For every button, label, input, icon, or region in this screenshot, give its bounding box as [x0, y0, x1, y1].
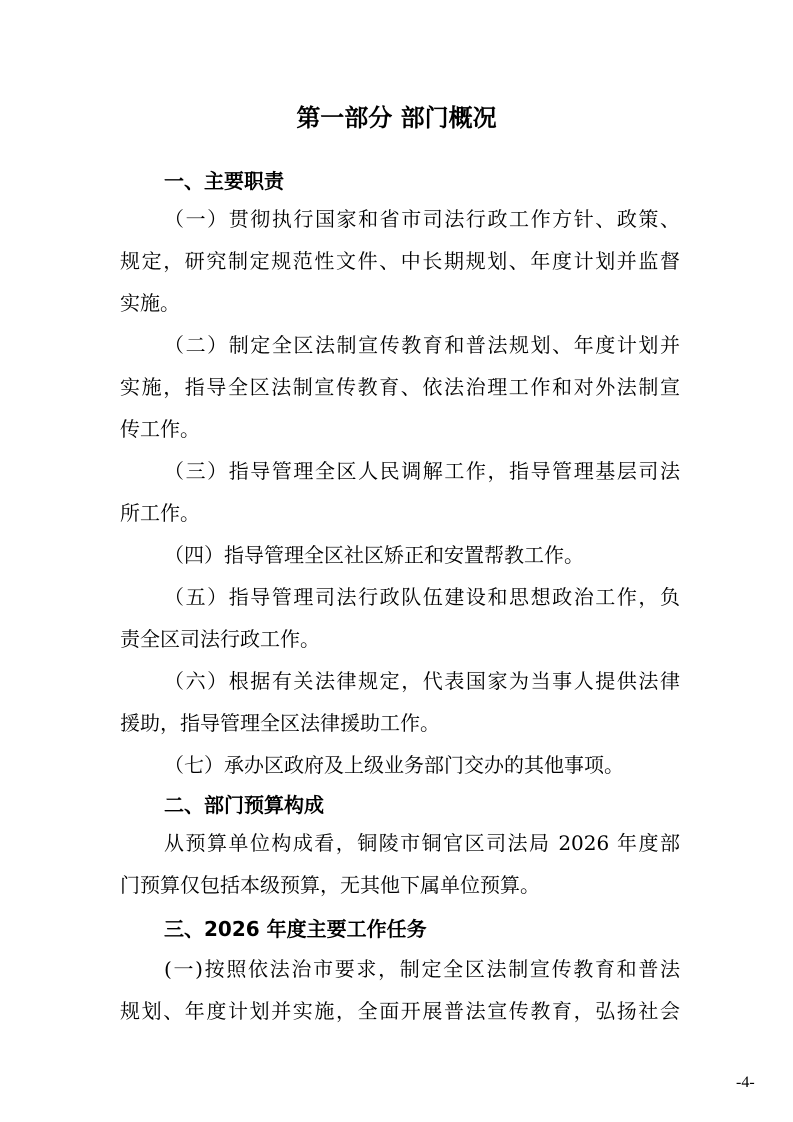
- paragraph-line: （一）贯彻执行国家和省市司法行政工作方针、政策、: [164, 207, 680, 231]
- paragraph-line: 责全区司法行政工作。: [120, 627, 320, 651]
- paragraph-line: 规划、年度计划并实施，全面开展普法宣传教育，弘扬社会: [120, 999, 680, 1023]
- paragraph-line: 实施。: [120, 291, 180, 315]
- duty-paragraph-1: [120, 198, 680, 324]
- paragraph-line: 传工作。: [120, 417, 200, 441]
- budget-composition-paragraph: [120, 822, 680, 906]
- paragraph-line: 援助，指导管理全区法律援助工作。: [120, 711, 440, 735]
- duty-paragraph-3: [120, 450, 680, 534]
- paragraph-line: 从预算单位构成看，铜陵市铜官区司法局 2026 年度部: [164, 831, 680, 855]
- main-tasks-paragraph: [120, 948, 680, 1032]
- paragraph-line: （二）制定全区法制宣传教育和普法规划、年度计划并: [164, 333, 680, 357]
- duty-paragraph-2: [120, 324, 680, 450]
- paragraph-line: （七）承办区政府及上级业务部门交办的其他事项。: [164, 753, 624, 777]
- paragraph-line: (一)按照依法治市要求，制定全区法制宣传教育和普法: [164, 957, 680, 981]
- paragraph-line: 规定，研究制定规范性文件、中长期规划、年度计划并监督: [120, 249, 680, 273]
- duty-paragraph-5: [120, 576, 680, 660]
- duty-paragraph-6: [120, 660, 680, 744]
- section-heading-budget-composition: 二、部门预算构成: [164, 793, 324, 817]
- section-heading-main-duties: 一、主要职责: [164, 169, 284, 193]
- paragraph-line: （四）指导管理全区社区矫正和安置帮教工作。: [164, 543, 584, 567]
- section-heading-main-tasks: 三、2026 年度主要工作任务: [164, 917, 427, 941]
- paragraph-line: 实施，指导全区法制宣传教育、依法治理工作和对外法制宣: [120, 375, 680, 399]
- page-title: 第一部分 部门概况: [296, 104, 497, 132]
- paragraph-line: 门预算仅包括本级预算，无其他下属单位预算。: [120, 873, 540, 897]
- duty-paragraph-7: [120, 744, 680, 786]
- paragraph-line: （三）指导管理全区人民调解工作，指导管理基层司法: [164, 459, 680, 483]
- page-number: -4-: [736, 1074, 755, 1091]
- paragraph-line: 所工作。: [120, 501, 200, 525]
- paragraph-line: （六）根据有关法律规定，代表国家为当事人提供法律: [164, 669, 680, 693]
- duty-paragraph-4: [120, 534, 680, 576]
- paragraph-line: （五）指导管理司法行政队伍建设和思想政治工作，负: [164, 585, 680, 609]
